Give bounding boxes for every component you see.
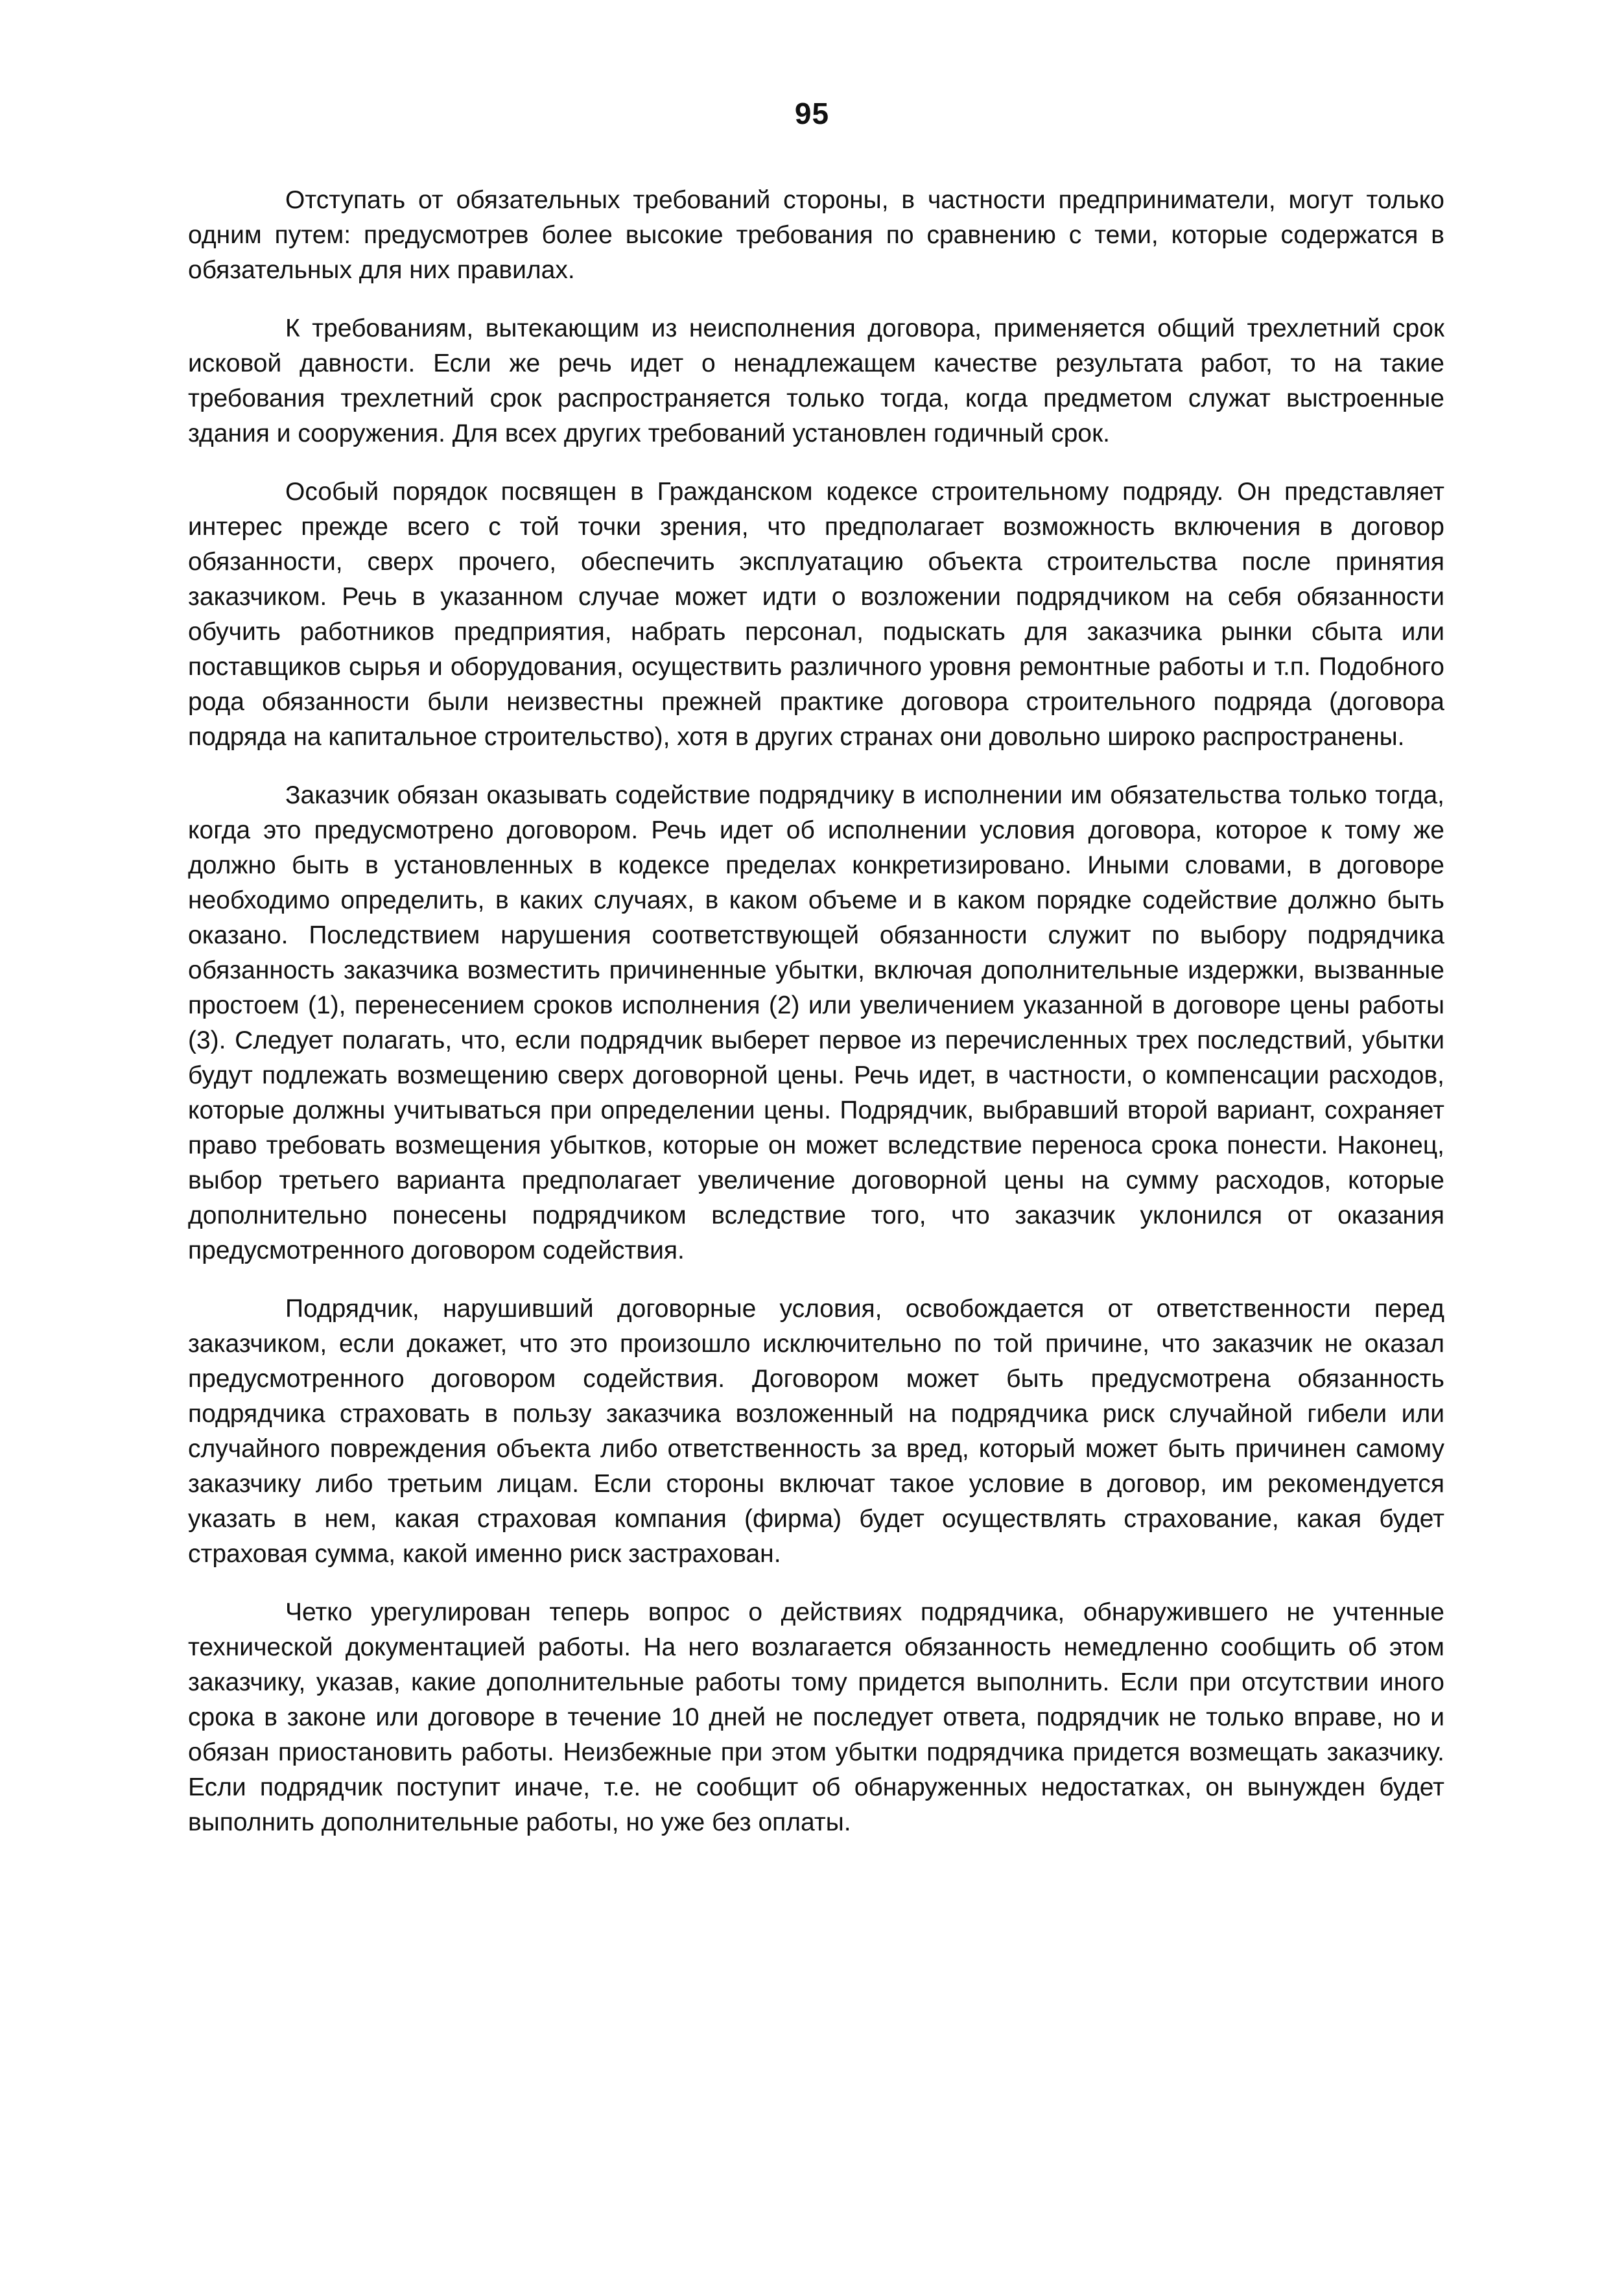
paragraph-6: Четко урегулирован теперь вопрос о действиях подрядчика, обнаружившего не учтенные технической документацией работы. На него возлагается обязанность немедленно сообщить об этом заказчику, указав, какие дополнительные работы тому придется выполнить. Если при отсутствии иного срока в законе или договоре в течение 10 дней не последует ответа, подрядчик не только вправе, но и обязан приостановить работы. Неизбежные при этом убытки подрядчика придется возмещать заказчику. Если подрядчик поступит иначе, т.е. не сообщит об обнаруженных недостатках, он вынужден будет выполнить дополнительные работы, но уже без оплаты. — [188, 1598, 1444, 1836]
paragraph-4: Заказчик обязан оказывать содействие подрядчику в исполнении им обязательства только тогда, когда это предусмотрено договором. Речь идет об исполнении условия договора, которое к тому же должно быть в установленных в кодексе пределах конкретизировано. Иными словами, в договоре необходимо определить, в каких случаях, в каком объеме и в каком порядке содействие должно быть оказано. Последствием нарушения соответствующей обязанности служит по выбору подрядчика обязанность заказчика возместить причиненные убытки, включая дополнительные издержки, вызванные простоем (1), перенесением сроков исполнения (2) или увеличением указанной в договоре цены работы (3). Следует полагать, что, если подрядчик выберет первое из перечисленных трех последствий, убытки будут подлежать возмещению сверх договорной цены. Речь идет, в частности, о компенсации расходов, которые должны учитываться при определении цены. Подрядчик, выбравший второй вариант, сохраняет право требовать возмещения убытков, которые он может вследствие переноса срока понести. Наконец, выбор третьего варианта предполагает увеличение договорной цены на сумму расходов, которые дополнительно понесены подрядчиком вследствие того, что заказчик уклонился от оказания предусмотренного договором содействия. — [188, 781, 1444, 1264]
paragraph-2: К требованиям, вытекающим из неисполнения договора, применяется общий трехлетний срок исковой давности. Если же речь идет о ненадлежащем качестве результата работ, то на такие требования трехлетний срок распространяется только тогда, когда предметом служат выстроенные здания и сооружения. Для всех других требований установлен годичный срок. — [188, 314, 1444, 447]
paragraph-1: Отступать от обязательных требований стороны, в частности предприниматели, могут только одним путем: предусмотрев более высокие требования по сравнению с теми, которые содержатся в обязательных для них правилах. — [188, 186, 1444, 284]
paragraph-3: Особый порядок посвящен в Гражданском кодексе строительному подряду. Он представляет интерес прежде всего с той точки зрения, что предполагает возможность включения в договор обязанности, сверх прочего, обеспечить эксплуатацию объекта строительства после принятия заказчиком. Речь в указанном случае может идти о возложении подрядчиком на себя обязанности обучить работников предприятия, набрать персонал, подыскать для заказчика рынки сбыта или поставщиков сырья и оборудования, осуществить различного уровня ремонтные работы и т.п. Подобного рода обязанности были неизвестны прежней практике договора строительного подряда (договора подряда на капитальное строительство), хотя в других странах они довольно широко распространены. — [188, 478, 1444, 751]
document-body — [188, 183, 1444, 1864]
page-number: 95 — [794, 97, 830, 130]
paragraph-5: Подрядчик, нарушивший договорные условия, освобождается от ответственности перед заказчиком, если докажет, что это произошло исключительно по той причине, что заказчик не оказал предусмотренного договором содействия. Договором может быть предусмотрена обязанность подрядчика страховать в пользу заказчика возложенный на подрядчика риск случайной гибели или случайного повреждения объекта либо ответственность за вред, который может быть причинен самому заказчику либо третьим лицам. Если стороны включат такое условие в договор, им рекомендуется указать в нем, какая страховая компания (фирма) будет осуществлять страхование, какая будет страховая сумма, какой именно риск застрахован. — [188, 1295, 1444, 1568]
